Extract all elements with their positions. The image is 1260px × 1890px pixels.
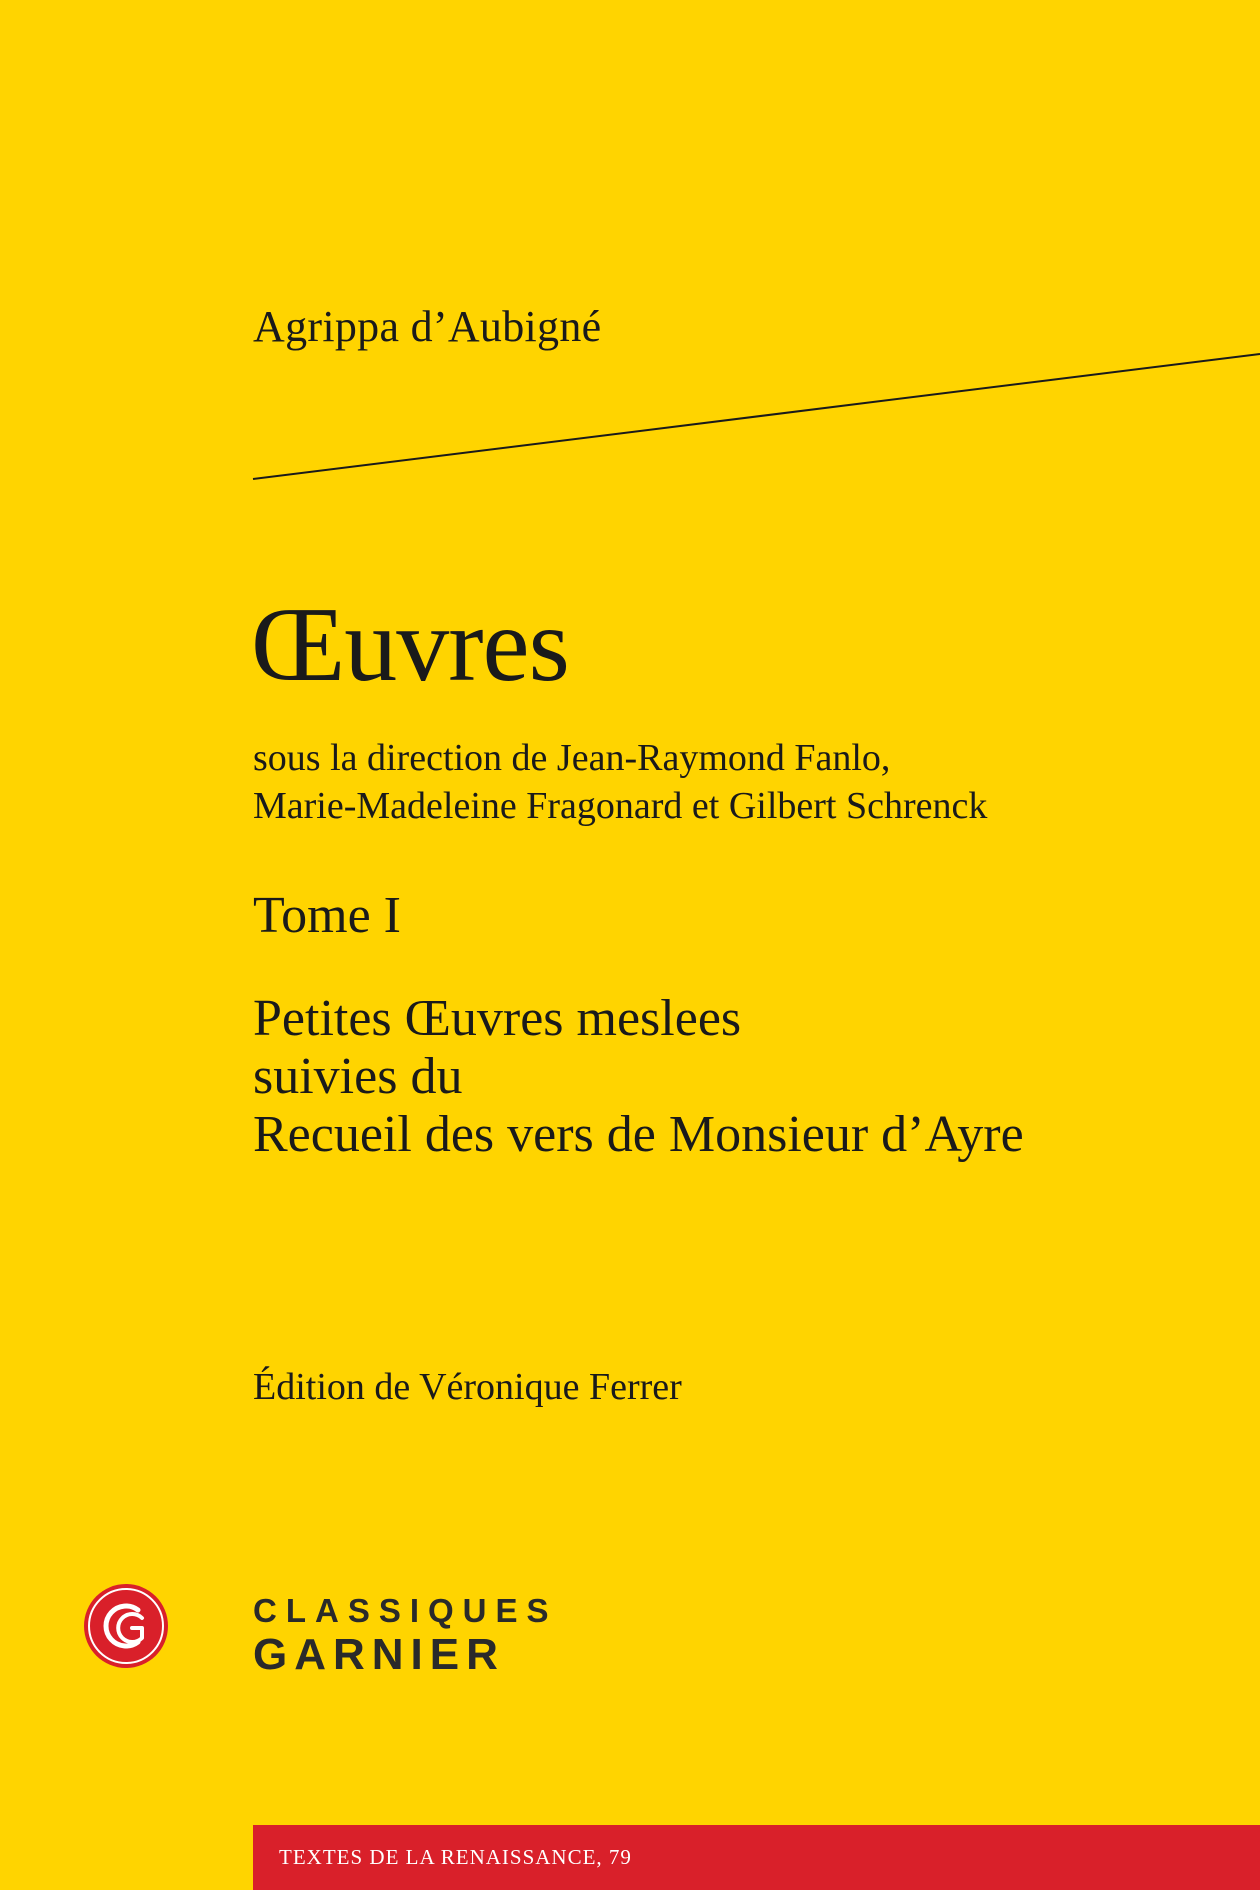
- subtitle-line-2: suivies du: [253, 1048, 463, 1105]
- publisher-line-2: GARNIER: [253, 1630, 505, 1679]
- series-banner: [253, 1825, 1260, 1890]
- edition-credit: Édition de Véronique Ferrer: [253, 1366, 682, 1408]
- series-label: TEXTES DE LA RENAISSANCE, 79: [279, 1845, 632, 1869]
- publisher-name: [253, 1594, 558, 1677]
- volume-subtitle: [253, 990, 1024, 1164]
- direction-line-1: sous la direction de Jean-Raymond Fanlo,: [253, 737, 891, 779]
- subtitle-line-1: Petites Œuvres meslees: [253, 990, 742, 1047]
- book-title: Œuvres: [251, 586, 569, 703]
- publisher-logo-icon: [82, 1582, 170, 1670]
- publisher-line-1: CLASSIQUES: [253, 1592, 558, 1629]
- direction-line-2: Marie-Madeleine Fragonard et Gilbert Schrenck: [253, 785, 988, 827]
- editorial-direction: [253, 734, 987, 830]
- author-name: Agrippa d’Aubigné: [253, 302, 602, 351]
- diagonal-rule-line: [253, 354, 1260, 479]
- subtitle-line-3: Recueil des vers de Monsieur d’Ayre: [253, 1106, 1024, 1163]
- volume-number: Tome I: [253, 887, 401, 944]
